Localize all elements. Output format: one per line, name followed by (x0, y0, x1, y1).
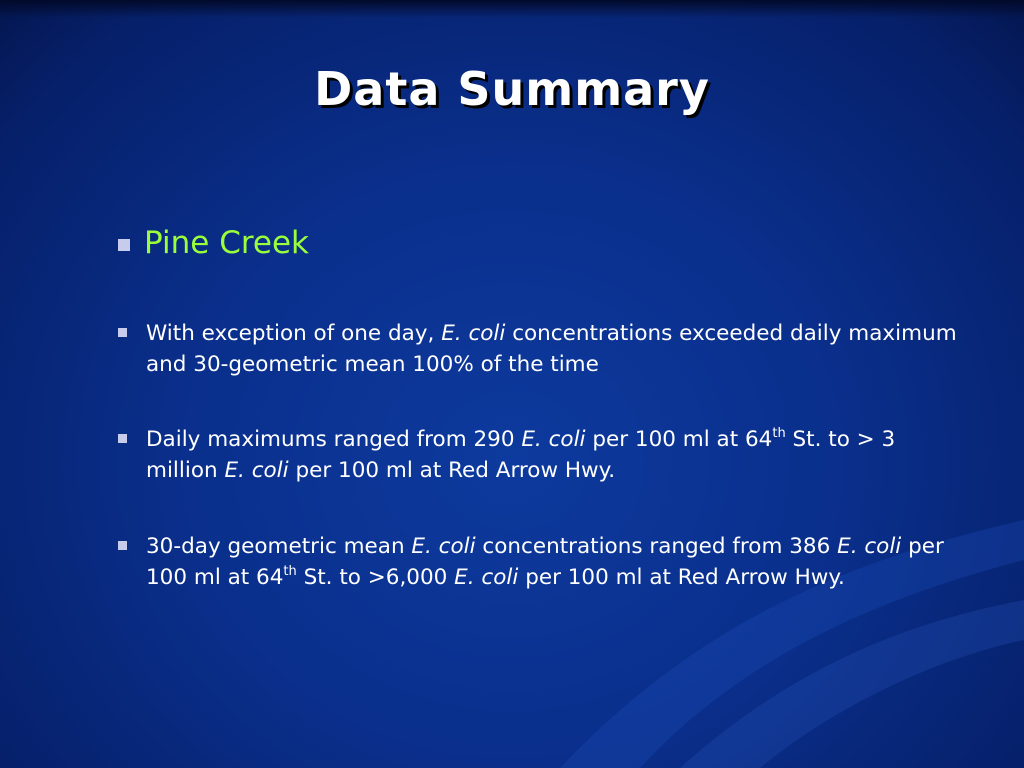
text-segment: 30-day geometric mean (146, 534, 412, 559)
text-segment: per 100 ml at 64 (585, 427, 773, 452)
ordinal-suffix: th (772, 426, 786, 441)
heading-bullet (118, 223, 309, 263)
section-heading: Pine Creek (144, 225, 310, 261)
text-segment: per 100 ml at Red Arrow Hwy. (518, 565, 845, 590)
bullet-item (118, 318, 968, 380)
bullet-item (118, 424, 968, 486)
species-name: E. coli (441, 321, 506, 346)
slide-title: Data Summary (314, 62, 710, 116)
square-bullet-icon (118, 328, 127, 337)
species-name: E. coli (224, 458, 289, 483)
square-bullet-icon (118, 239, 130, 251)
ordinal-suffix: th (283, 564, 297, 579)
text-segment: Daily maximums ranged from 290 (146, 427, 522, 452)
bullet-text (146, 318, 966, 380)
text-segment: concentrations ranged from 386 (475, 534, 838, 559)
text-segment: St. to >6,000 (296, 565, 455, 590)
bullet-item (118, 531, 968, 593)
species-name: E. coli (454, 565, 519, 590)
square-bullet-icon (118, 541, 127, 550)
bullet-text (146, 531, 966, 593)
text-segment: concentrations exceeded daily maximum and 30-geometric mean 100% of the time (146, 321, 957, 377)
text-segment: per 100 ml at Red Arrow Hwy. (288, 458, 616, 483)
species-name: E. coli (837, 534, 902, 559)
text-segment: per 100 ml at 64 (146, 534, 944, 590)
species-name: E. coli (411, 534, 476, 559)
species-name: E. coli (521, 427, 586, 452)
bullet-text (146, 424, 966, 486)
text-segment: With exception of one day, (146, 321, 442, 346)
text-segment: St. to > 3 million (146, 427, 896, 483)
square-bullet-icon (118, 434, 127, 443)
